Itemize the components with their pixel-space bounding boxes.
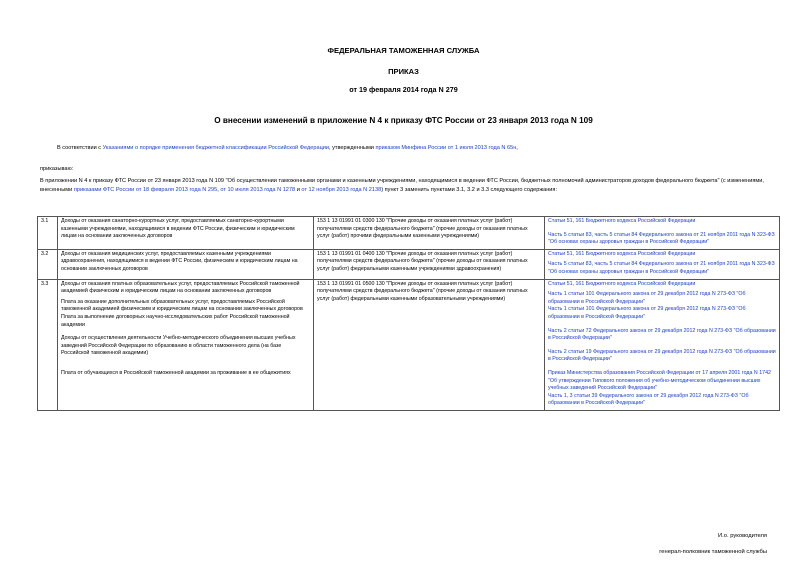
fts-order-295-link[interactable]: приказами ФТС России от 18 февраля 2013 года N 295 [73, 186, 218, 193]
intro-text: , утвержденными [329, 145, 376, 151]
description-item: Плата от обучающихся в Российской таможенной академии за проживание в ее общежитиях [61, 369, 291, 376]
description-item: Доходы от оказания платных образовательных услуг, предоставляемых Российской таможенной академией физическим и юридическим лицам на основании заключенных договоров [61, 280, 300, 295]
description-item: Плата за оказание дополнительных образовательных услуг, предоставляемых Российской таможенной академией физическим и юридическим лицам на основании заключенных договоров [61, 298, 303, 313]
row-number: 3.1 [38, 217, 58, 250]
budget-classification-link[interactable]: Указаниями о порядке применения бюджетной классификации Российской Федерации [102, 145, 330, 151]
row-number: 3.2 [38, 249, 58, 279]
income-table [37, 216, 780, 411]
legal-basis-link[interactable]: Статьи 51, 161 Бюджетного кодекса Российской Федерации [548, 218, 696, 224]
legal-basis-link[interactable]: Статьи 51, 161 Бюджетного кодекса Российской Федерации [548, 250, 696, 257]
legal-basis [545, 279, 780, 410]
row-number: 3.3 [38, 279, 58, 410]
amendment-text: и [295, 186, 302, 193]
amendment-text: В приложении N 4 к приказу ФТС России от 23 января 2013 года N 109 "Об осуществлении таможенными органами и казенными учреждениями, находящимися в ведении ФТС России, бюджетных полномочий администраторов доходов федерального бюджета" (с изменениями, внесенными [40, 178, 764, 193]
signatory-rank: генерал-полковник таможенной службы [659, 549, 767, 555]
amendment-text: ) пункт 3 заменить пунктами 3.1, 3.2 и 3.3 следующего содержания: [381, 186, 558, 193]
intro-paragraph [57, 144, 777, 153]
table-row [38, 217, 780, 250]
order-word: приказываю: [40, 166, 74, 172]
description-item: Доходы от оказания санаторно-курортных услуг, предоставляемых санаторно-курортными казенными учреждениями, находящимися в ведении ФТС России, физическим и юридическим лицам на основании заключенных договоров [61, 218, 295, 240]
agency-name: ФЕДЕРАЛЬНАЯ ТАМОЖЕННАЯ СЛУЖБА [327, 46, 480, 55]
description-item: Доходы от оказания медицинских услуг, предоставляемых казенными учреждениями здравоохранения, находящимися в ведении ФТС России, физическим и юридическим лицам на основании заключенных договоров [61, 250, 298, 272]
amendment-text: , [217, 186, 221, 193]
legal-basis-link[interactable]: Часть 1 статьи 101 Федерального закона от 29 декабря 2012 года N 273-ФЗ "Об образовании в Российской Федерации" [548, 306, 746, 320]
fts-order-1278-link[interactable]: от 10 июля 2013 года N 1278 [220, 186, 296, 193]
table-row [38, 279, 780, 410]
budget-code: 153 1 13 01991 01 0500 130 "Прочие доходы от оказания платных услуг (работ) получателями средств федерального бюджета" (прочие доходы от оказания платных услуг (работ) федеральными казенными образовательными учреждениями) [314, 279, 545, 410]
legal-basis-link[interactable]: Приказ Министерства образования Российской Федерации от 17 апреля 2001 года N 1742 "Об утверждении Типового положения об учебно-методическом объединении высших учебных заведений Российской Федерации" [548, 369, 772, 392]
intro-text: , [516, 145, 518, 151]
minfin-order-link[interactable]: приказом Минфина России от 1 июля 2013 года N 65н [375, 145, 517, 151]
legal-basis-link[interactable]: Часть 1, 3 статьи 39 Федерального закона от 29 декабря 2012 года N 273-ФЗ "Об образовании в Российской Федерации" [548, 392, 749, 407]
legal-basis-link[interactable]: Статьи 51, 161 Бюджетного кодекса Российской Федерации [548, 280, 696, 287]
legal-basis-link[interactable]: Часть 5 статьи 83, часть 5 статьи 84 Федерального закона от 21 ноября 2011 года N 323-ФЗ "Об основах охраны здоровья граждан в Российской Федерации" [548, 261, 775, 275]
amendment-paragraph [40, 177, 775, 194]
legal-basis-link[interactable]: Часть 5 статьи 83, часть 5 статьи 84 Федерального закона от 21 ноября 2011 года N 323-ФЗ "Об основах охраны здоровья граждан в Российской Федерации" [548, 231, 775, 246]
income-description [58, 217, 314, 250]
legal-basis-link[interactable]: Часть 2 статьи 19 Федерального закона от 29 декабря 2012 года N 273-ФЗ "Об образовании в Российской Федерации" [548, 348, 776, 363]
legal-basis [545, 217, 780, 250]
legal-basis-link[interactable]: Часть 2 статьи 72 Федерального закона от 29 декабря 2012 года N 273-ФЗ "Об образовании в Российской Федерации" [548, 327, 776, 342]
income-description [58, 279, 314, 410]
document-title: О внесении изменений в приложение N 4 к приказу ФТС России от 23 января 2013 года N 109 [214, 116, 593, 125]
table-row [38, 249, 780, 279]
legal-basis [545, 249, 780, 279]
intro-text: В соответствии с [57, 145, 103, 151]
document-type: ПРИКАЗ [388, 67, 419, 76]
description-item: Плата за выполнение договорных научно-исследовательских работ Российской таможенной академии [61, 313, 290, 328]
description-item: Доходы от осуществления деятельности Учебно-методического объединения высших учебных заведений Российской Федерации по образованию в области таможенного дела (на базе Российской таможенной академии) [61, 335, 296, 357]
budget-code: 153 1 13 01991 01 0400 130 "Прочие доходы от оказания платных услуг (работ) получателями средств федерального бюджета" (прочие доходы от оказания платных услуг (работ) федеральными казенными учреждениями здравоохранения) [314, 249, 545, 279]
budget-code: 153 1 13 01991 01 0300 130 "Прочие доходы от оказания платных услуг (работ) получателями средств федерального бюджета" (прочие доходы от оказания платных услуг (работ) прочими федеральными казенными учреждениями) [314, 217, 545, 250]
income-description [58, 249, 314, 279]
legal-basis-link[interactable]: Часть 1 статьи 101 Федерального закона от 29 декабря 2012 года N 273-ФЗ "Об образовании в Российской Федерации" [548, 291, 746, 305]
signatory-title: И.о. руководителя [718, 533, 767, 539]
fts-order-2138-link[interactable]: от 12 ноября 2013 года N 2138 [301, 186, 382, 193]
document-date-number: от 19 февраля 2014 года N 279 [349, 85, 458, 94]
